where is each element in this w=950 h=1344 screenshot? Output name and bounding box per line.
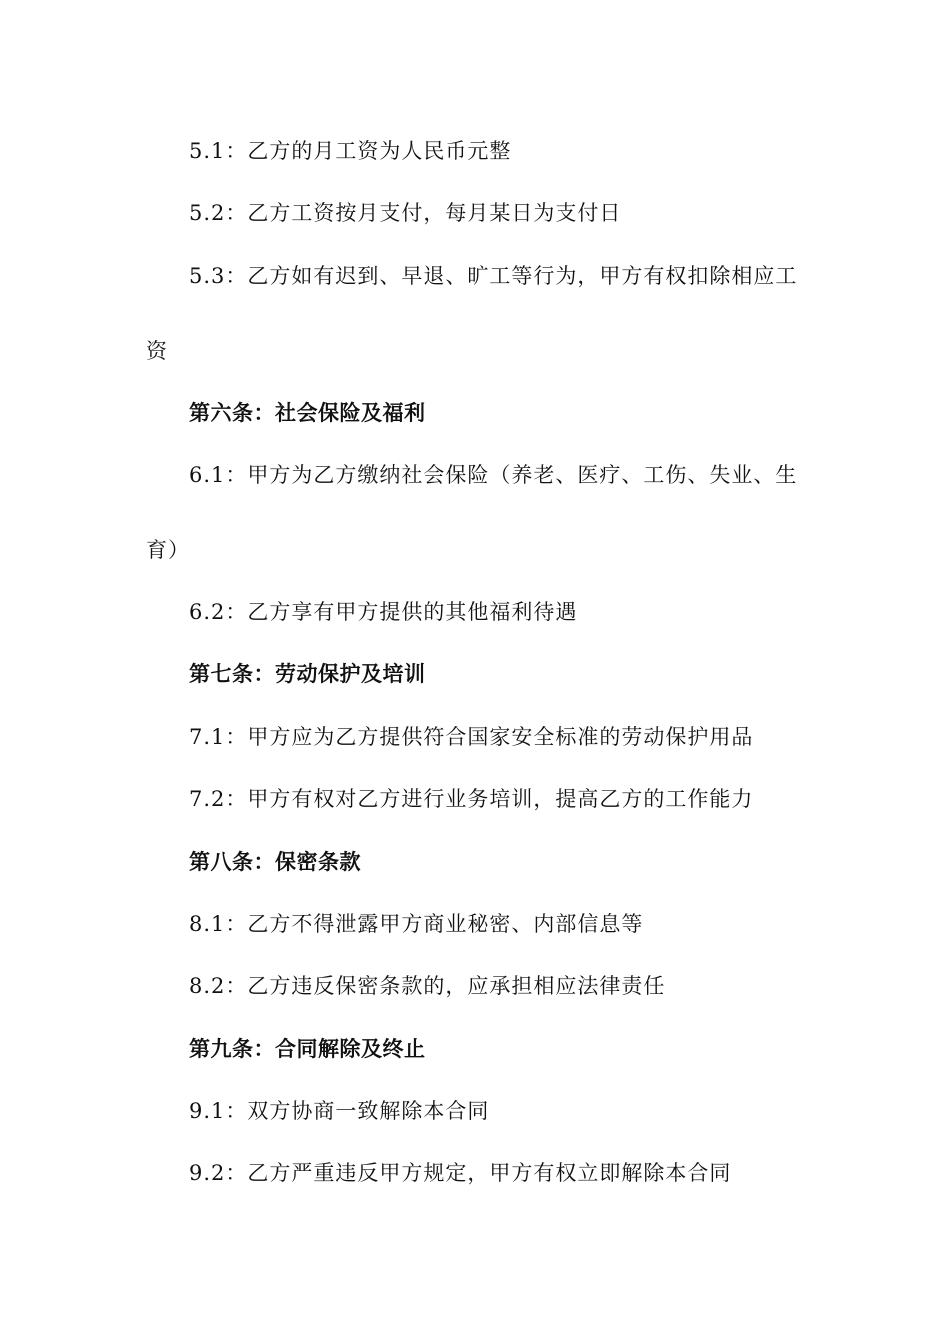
clause-6-2: 6.2：乙方享有甲方提供的其他福利待遇 [189, 600, 578, 624]
clause-5-3-continuation: 资 [146, 339, 168, 363]
clause-7-2: 7.2：甲方有权对乙方进行业务培训，提高乙方的工作能力 [189, 787, 754, 811]
clause-6-1-continuation: 育） [146, 538, 190, 562]
clause-9-1: 9.1：双方协商一致解除本合同 [189, 1099, 490, 1123]
clause-5-2: 5.2：乙方工资按月支付，每月某日为支付日 [189, 201, 622, 225]
clause-5-3: 5.3：乙方如有迟到、早退、旷工等行为，甲方有权扣除相应工 [189, 264, 798, 288]
clause-9-2: 9.2：乙方严重违反甲方规定，甲方有权立即解除本合同 [189, 1161, 732, 1185]
article-7-heading: 第七条：劳动保护及培训 [189, 662, 426, 686]
clause-7-1: 7.1：甲方应为乙方提供符合国家安全标准的劳动保护用品 [189, 725, 754, 749]
article-9-heading: 第九条：合同解除及终止 [189, 1037, 426, 1061]
clause-6-1: 6.1：甲方为乙方缴纳社会保险（养老、医疗、工伤、失业、生 [189, 463, 798, 487]
article-8-heading: 第八条：保密条款 [189, 850, 361, 874]
article-6-heading: 第六条：社会保险及福利 [189, 401, 426, 425]
clause-8-1: 8.1：乙方不得泄露甲方商业秘密、内部信息等 [189, 912, 644, 936]
clause-8-2: 8.2：乙方违反保密条款的，应承担相应法律责任 [189, 974, 666, 998]
clause-5-1: 5.1：乙方的月工资为人民币元整 [189, 139, 512, 163]
